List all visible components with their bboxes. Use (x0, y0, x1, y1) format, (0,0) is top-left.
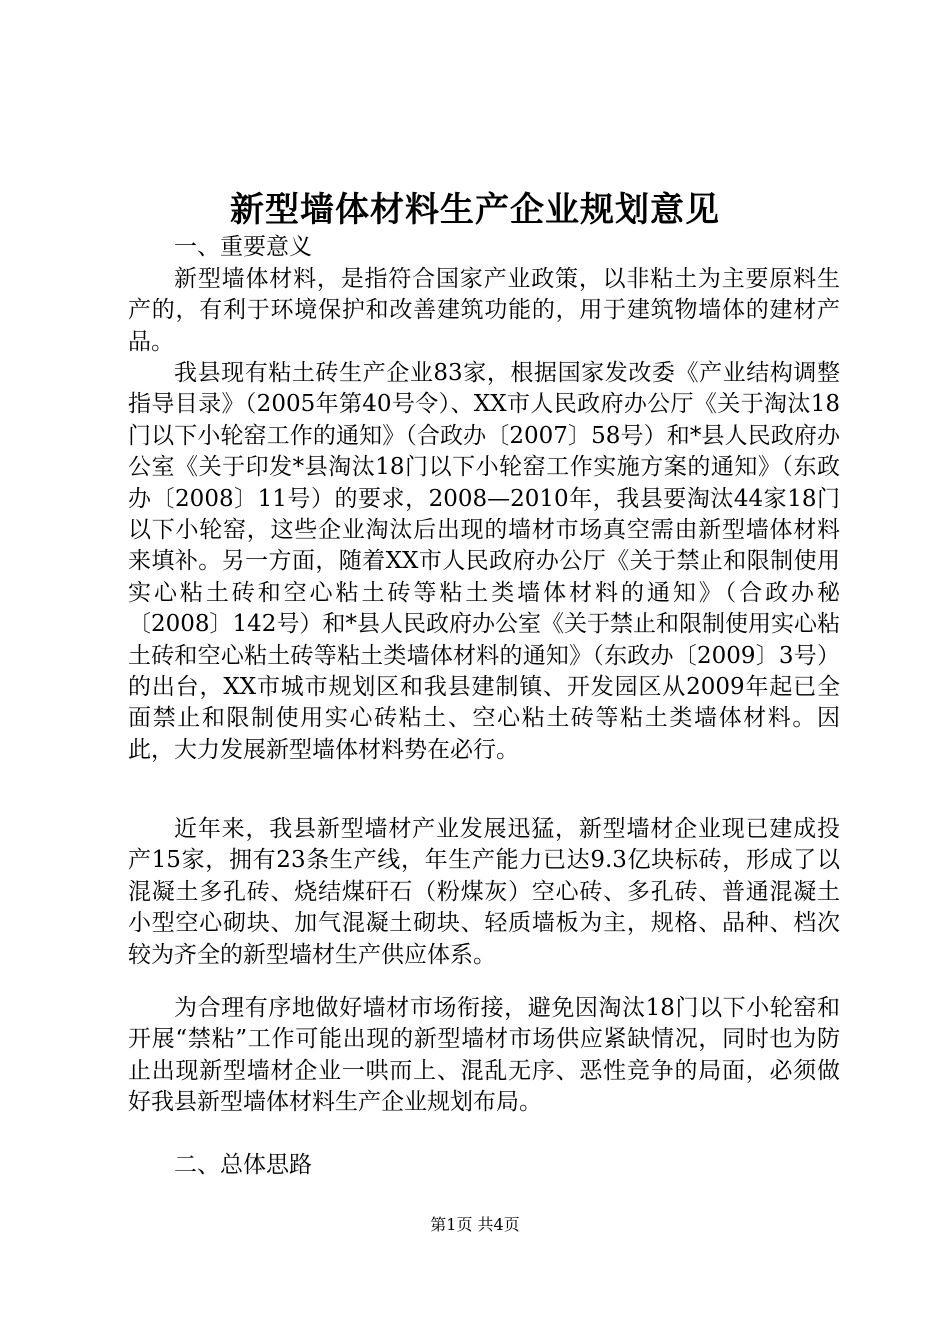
page-number-footer: 第1页 共4页 (430, 1215, 520, 1234)
paragraph-text: 为合理有序地做好墙材市场衔接，避免因淘汰18门以下小轮窑和开展“禁粘”工作可能出现的新型墙材市场供应紧缺情况，同时也为防止出现新型墙材企业一哄而上、混乱无序、恶性竞争的局面，必须做好我县新型墙体材料生产企业规划布局。 (128, 995, 840, 1116)
section-heading-importance: 一、重要意义 (174, 234, 312, 260)
paragraph-text: 新型墙体材料，是指符合国家产业政策，以非粘土为主要原料生产的，有利于环境保护和改善建筑功能的，用于建筑物墙体的建材产品。 (128, 266, 840, 355)
paragraph-text: 我县现有粘土砖生产企业83家，根据国家发改委《产业结构调整指导目录》（2005年第40号令）、XX市人民政府办公厅《关于淘汰18门以下小轮窑工作的通知》（合政办〔2007〕58号）和*县人民政府办公室《关于印发*县淘汰18门以下小轮窑工作实施方案的通知》（东政办〔2008〕11号）的要求，2008—2010年，我县要淘汰44家18门以下小轮窑，这些企业淘汰后出现的墙材市场真空需由新型墙体材料来填补。另一方面，随着XX市人民政府办公厅《关于禁止和限制使用实心粘土砖和空心粘土砖等粘土类墙体材料的通知》（合政办秘〔2008〕142号）和*县人民政府办公室《关于禁止和限制使用实心粘土砖和空心粘土砖等粘土类墙体材料的通知》（东政办〔2009〕3号）的出台，XX市城市规划区和我县建制镇、开发园区从2009年起已全面禁止和限制使用实心砖粘土、空心粘土砖等粘土类墙体材料。因此，大力发展新型墙体材料势在必行。 (128, 360, 840, 763)
paragraph-current-status (128, 358, 840, 766)
paragraph-text: 近年来，我县新型墙材产业发展迅猛，新型墙材企业现已建成投产15家，拥有23条生产线，年生产能力已达9.3亿块标砖，形成了以混凝土多孔砖、烧结煤矸石（粉煤灰）空心砖、多孔砖、普通混凝土小型空心砌块、加气混凝土砌块、轻质墙板为主，规格、品种、档次较为齐全的新型墙材生产供应体系。 (128, 816, 840, 968)
paragraph-definition (128, 264, 840, 358)
document-title: 新型墙体材料生产企业规划意见 (230, 190, 720, 230)
paragraph-planning-need (128, 993, 840, 1119)
section-heading-overall-approach: 二、总体思路 (174, 1152, 312, 1178)
paragraph-recent-development (128, 814, 840, 971)
